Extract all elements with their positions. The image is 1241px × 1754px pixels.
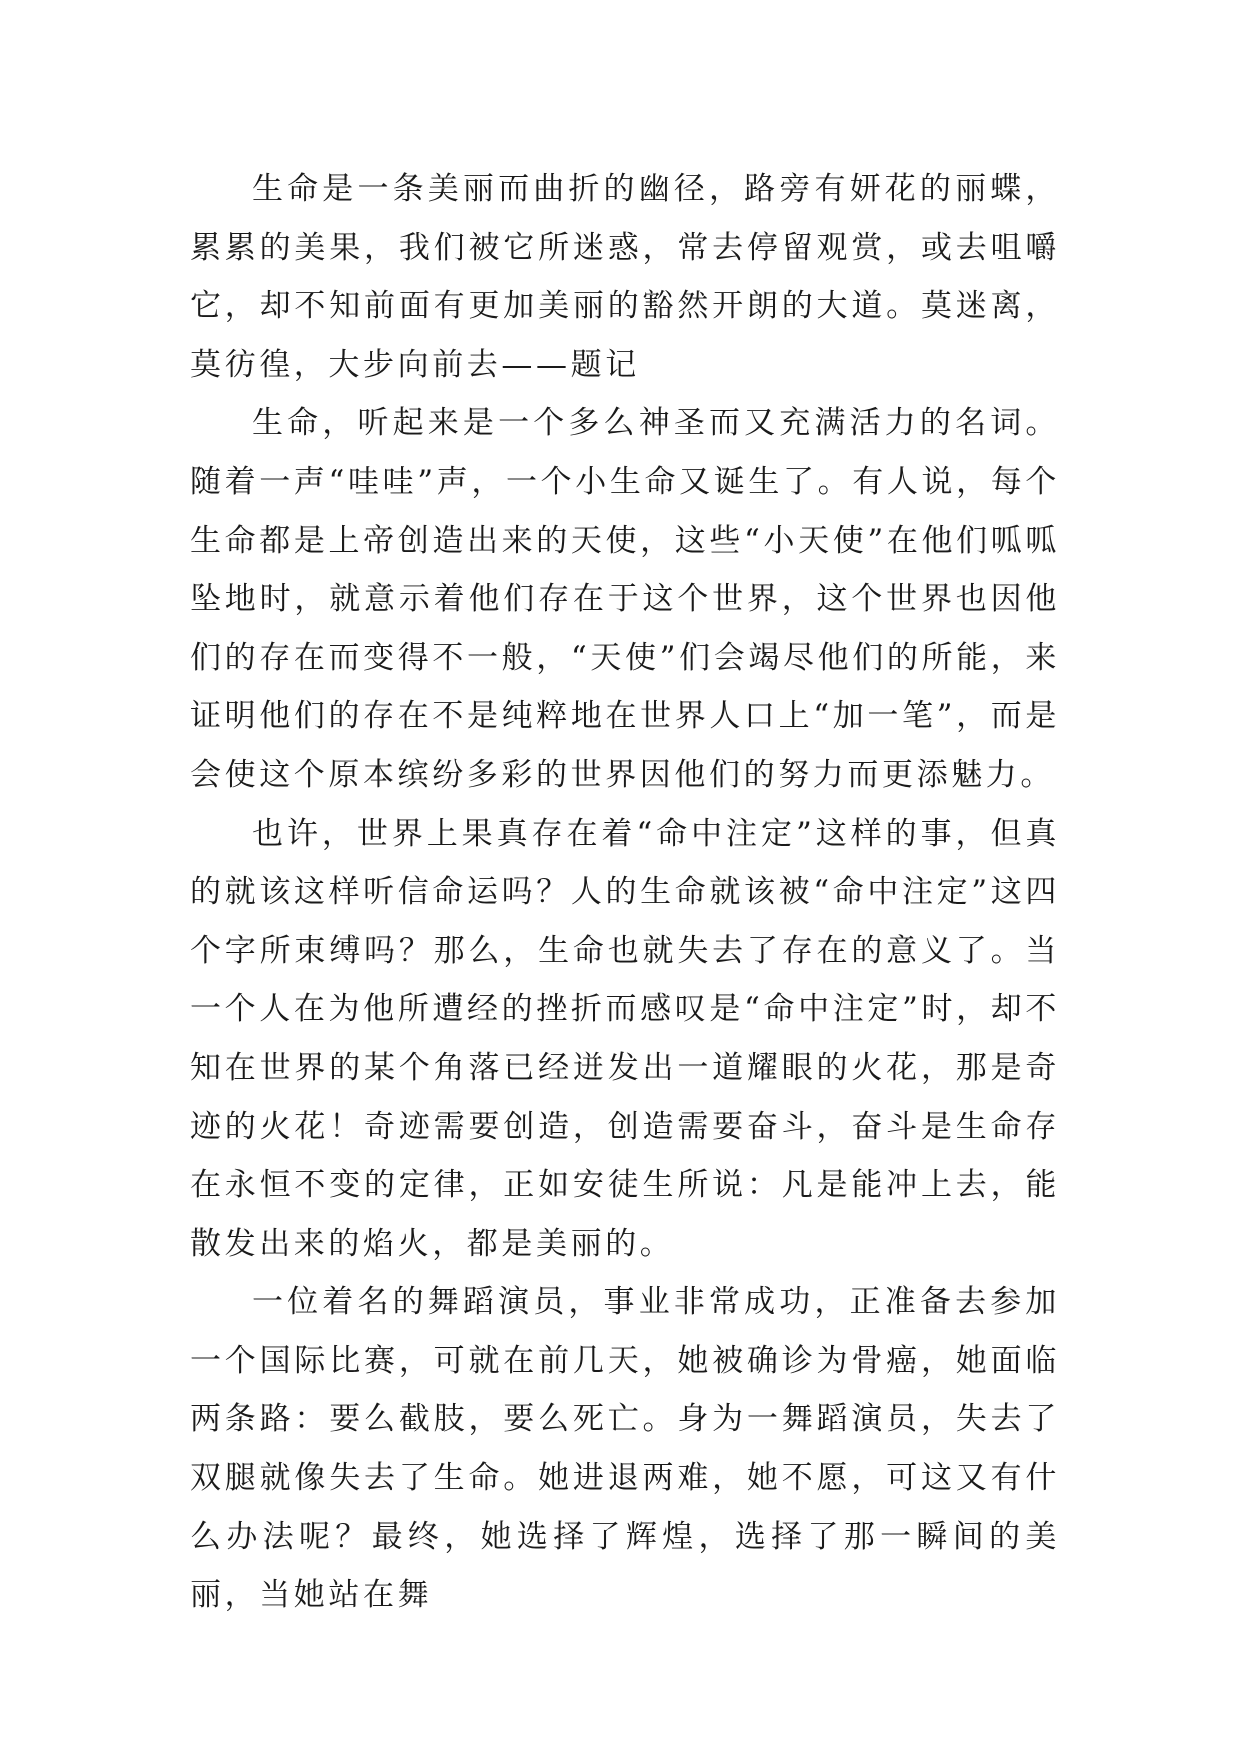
essay-body xyxy=(190,160,1060,1625)
paragraph-4: 一位着名的舞蹈演员，事业非常成功，正准备去参加一个国际比赛，可就在前几天，她被确诊为骨癌，她面临两条路：要么截肢，要么死亡。身为一舞蹈演员，失去了双腿就像失去了生命。她进退两难，她不愿，可这又有什么办法呢？最终，她选择了辉煌，选择了那一瞬间的美丽，当她站在舞 xyxy=(190,1284,1060,1614)
paragraph-3: 也许，世界上果真存在着“命中注定”这样的事，但真的就该这样听信命运吗？人的生命就该被“命中注定”这四个字所束缚吗？那么，生命也就失去了存在的意义了。当一个人在为他所遭经的挫折而感叹是“命中注定”时，却不知在世界的某个角落已经迸发出一道耀眼的火花，那是奇迹的火花！奇迹需要创造，创造需要奋斗，奋斗是生命存在永恒不变的定律，正如安徒生所说：凡是能冲上去，能散发出来的焰火，都是美丽的。 xyxy=(190,815,1060,1262)
paragraph-epigraph: 生命是一条美丽而曲折的幽径，路旁有妍花的丽蝶，累累的美果，我们被它所迷惑，常去停留观赏，或去咀嚼它，却不知前面有更加美丽的豁然开朗的大道。莫迷离，莫彷徨，大步向前去——题记 xyxy=(190,171,1060,383)
paragraph-2: 生命，听起来是一个多么神圣而又充满活力的名词。随着一声“哇哇”声，一个小生命又诞生了。有人说，每个生命都是上帝创造出来的天使，这些“小天使”在他们呱呱坠地时，就意示着他们存在于这个世界，这个世界也因他们的存在而变得不一般，“天使”们会竭尽他们的所能，来证明他们的存在不是纯粹地在世界人口上“加一笔”，而是会使这个原本缤纷多彩的世界因他们的努力而更添魅力。 xyxy=(190,405,1060,793)
